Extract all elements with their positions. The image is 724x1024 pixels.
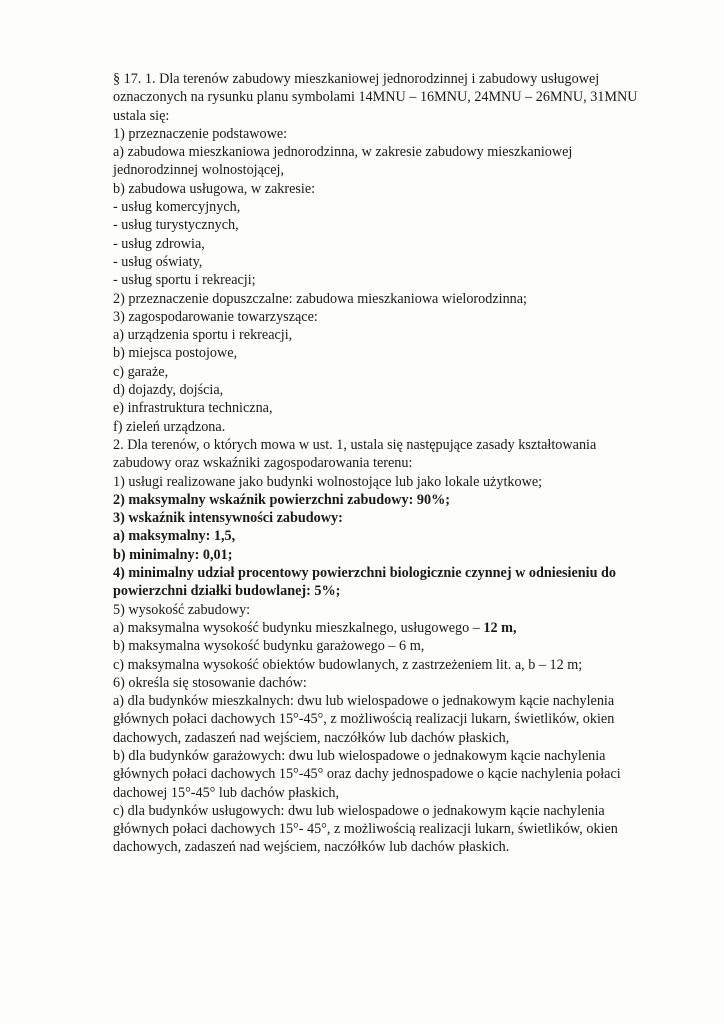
- text-line: ustala się:: [113, 107, 170, 124]
- text-line: 5) wysokość zabudowy:: [113, 601, 251, 618]
- text-line: b) maksymalna wysokość budynku garażowego – 6 m,: [113, 638, 425, 655]
- text-line: zabudowy oraz wskaźniki zagospodarowania terenu:: [113, 455, 413, 472]
- text-line: - usług zdrowia,: [113, 235, 205, 252]
- text-line: 6) określa się stosowanie dachów:: [113, 674, 307, 691]
- text-line: jednorodzinnej wolnostojącej,: [113, 162, 284, 179]
- text-line: 3) zagospodarowanie towarzyszące:: [113, 308, 318, 325]
- text-line: powierzchni działki budowlanej: 5%;: [113, 583, 341, 600]
- text-line: dachowych, zadaszeń nad wejściem, naczółków lub dachów płaskich.: [113, 839, 510, 856]
- text-line: 2. Dla terenów, o których mowa w ust. 1, ustala się następujące zasady kształtowania: [113, 436, 597, 453]
- text-line: 4) minimalny udział procentowy powierzchni biologicznie czynnej w odniesieniu do: [113, 565, 617, 582]
- text-line: 1) przeznaczenie podstawowe:: [113, 125, 288, 142]
- text-line: 2) przeznaczenie dopuszczalne: zabudowa mieszkaniowa wielorodzinna;: [113, 290, 528, 307]
- text-line: § 17. 1. Dla terenów zabudowy mieszkaniowej jednorodzinnej i zabudowy usługowej: [113, 71, 600, 87]
- text-line: c) dla budynków usługowych: dwu lub wielospadowe o jednakowym kącie nachylenia: [113, 802, 605, 819]
- text-line: 3) wskaźnik intensywności zabudowy:: [113, 510, 343, 527]
- text-line: b) dla budynków garażowych: dwu lub wielospadowe o jednakowym kącie nachylenia: [113, 747, 606, 764]
- text-line: b) zabudowa usługowa, w zakresie:: [113, 180, 316, 197]
- text-line: głównych połaci dachowych 15°-45° oraz dachy jednospadowe o kącie nachylenia połaci: [113, 766, 621, 783]
- text-line: f) zieleń urządzona.: [113, 418, 226, 435]
- text-line: głównych połaci dachowych 15°-45°, z możliwością realizacji lukarn, świetlików, okien: [113, 711, 615, 728]
- text-line: e) infrastruktura techniczna,: [113, 400, 273, 417]
- text-line: c) maksymalna wysokość obiektów budowlanych, z zastrzeżeniem lit. a, b – 12 m;: [113, 656, 583, 673]
- text-line: dachowej 15°-45° lub dachów płaskich,: [113, 784, 340, 801]
- text-line: a) urządzenia sportu i rekreacji,: [113, 327, 293, 344]
- paragraph-block: [113, 70, 673, 619]
- paragraph-block: [113, 637, 673, 857]
- text-line: a) maksymalny: 1,5,: [113, 528, 236, 545]
- text-run-bold: 12 m,: [483, 619, 517, 636]
- text-line: głównych połaci dachowych 15°- 45°, z możliwością realizacji lukarn, świetlików, okien: [113, 821, 618, 838]
- text-line: - usług turystycznych,: [113, 217, 239, 234]
- text-line: b) minimalny: 0,01;: [113, 546, 233, 563]
- text-line: dachowych, zadaszeń nad wejściem, naczółków lub dachów płaskich,: [113, 729, 510, 746]
- text-line: - usług komercyjnych,: [113, 199, 241, 216]
- text-line: a) zabudowa mieszkaniowa jednorodzinna, w zakresie zabudowy mieszkaniowej: [113, 144, 573, 161]
- text-line: c) garaże,: [113, 363, 169, 380]
- text-run: a) maksymalna wysokość budynku mieszkalnego, usługowego –: [113, 619, 484, 636]
- text-line: - usług oświaty,: [113, 253, 203, 270]
- text-line: 2) maksymalny wskaźnik powierzchni zabudowy: 90%;: [113, 491, 450, 508]
- text-line: b) miejsca postojowe,: [113, 345, 238, 362]
- document-body: [113, 70, 673, 857]
- text-line: a) dla budynków mieszkalnych: dwu lub wielospadowe o jednakowym kącie nachylenia: [113, 693, 615, 710]
- text-line: oznaczonych na rysunku planu symbolami 14MNU – 16MNU, 24MNU – 26MNU, 31MNU: [113, 89, 638, 106]
- text-line: - usług sportu i rekreacji;: [113, 272, 256, 289]
- text-line: d) dojazdy, dojścia,: [113, 382, 224, 399]
- text-line-height-residential: [113, 619, 673, 637]
- text-line: 1) usługi realizowane jako budynki wolnostojące lub jako lokale użytkowe;: [113, 473, 543, 490]
